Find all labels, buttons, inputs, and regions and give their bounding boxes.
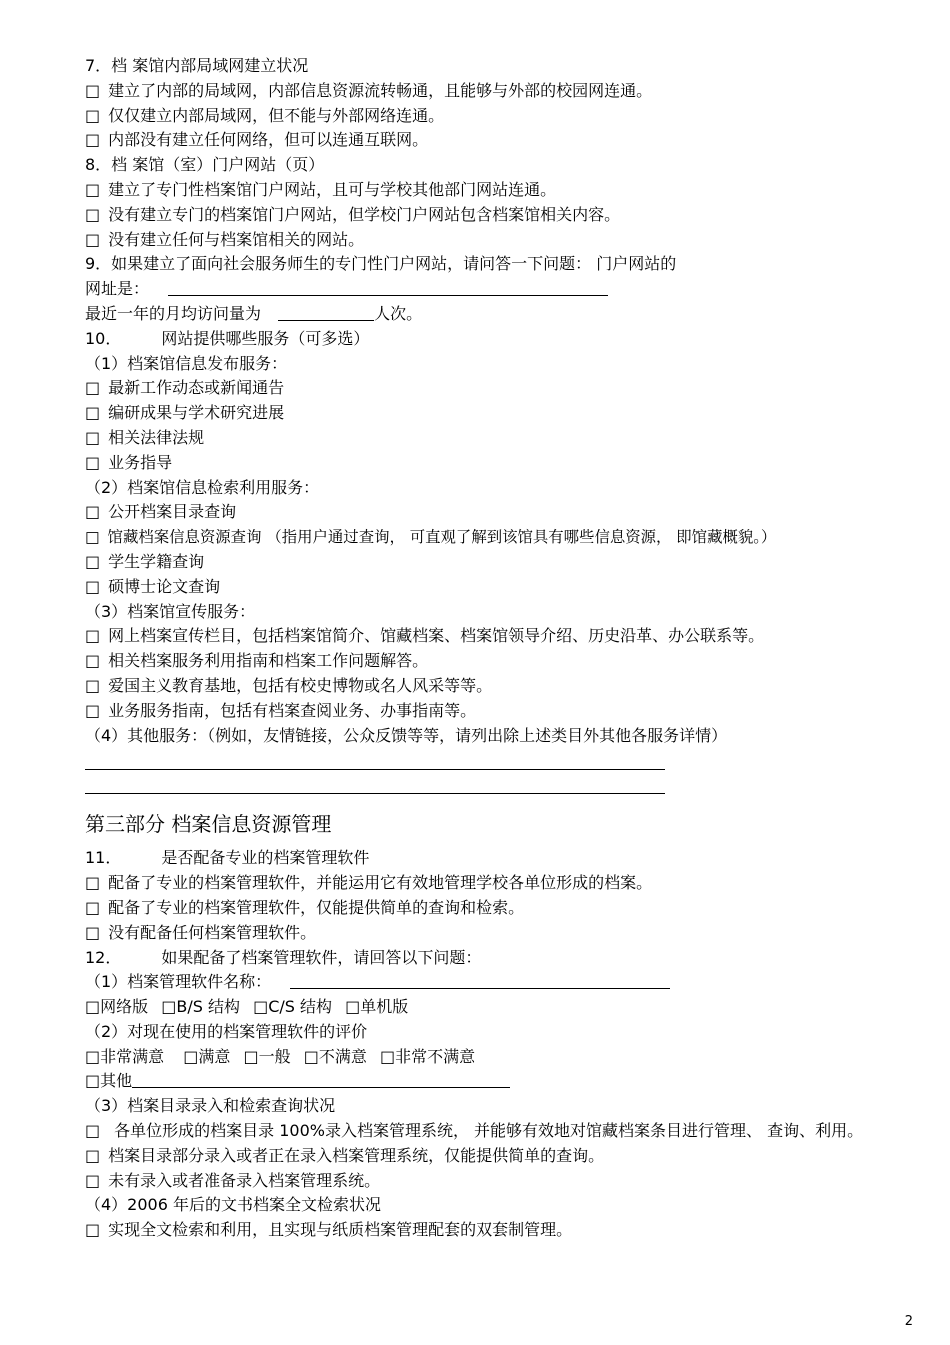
checkbox-icon[interactable]: □ bbox=[379, 1046, 396, 1066]
q9-title: 9．如果建立了面向社会服务师生的专门性门户网站，请问答一下问题： 门户网站的 bbox=[85, 254, 677, 274]
q7-option-2[interactable]: □ 仅仅建立内部局域网，但不能与外部网络连通。 bbox=[85, 104, 905, 129]
q11-title: 11． 是否配备专业的档案管理软件 bbox=[85, 848, 370, 868]
rating-option-3[interactable]: □一般 bbox=[243, 1046, 291, 1066]
q12-catalog-option-2[interactable]: □ 档案目录部分录入或者正在录入档案管理系统，仅能提供简单的查询。 bbox=[85, 1144, 905, 1169]
checkbox-icon[interactable]: □ bbox=[345, 997, 361, 1017]
q12-software-name-blank[interactable] bbox=[290, 972, 670, 989]
questionnaire-page bbox=[85, 54, 905, 1243]
rating-option-2[interactable]: □满意 bbox=[183, 1046, 231, 1066]
checkbox-icon[interactable]: □ bbox=[85, 80, 101, 100]
checkbox-icon[interactable]: □ bbox=[85, 897, 101, 917]
q11-option-3[interactable]: □ 没有配备任何档案管理软件。 bbox=[85, 921, 905, 946]
checkbox-icon[interactable]: □ bbox=[85, 452, 101, 472]
checkbox-icon[interactable]: □ bbox=[85, 427, 101, 447]
checkbox-icon[interactable]: □ bbox=[85, 997, 101, 1017]
q9-url-row: 网址是： bbox=[85, 277, 905, 302]
version-option-3[interactable]: □C/S 结构 bbox=[253, 997, 333, 1017]
checkbox-icon[interactable]: □ bbox=[253, 997, 269, 1017]
version-option-1[interactable]: □网络版 bbox=[85, 997, 149, 1017]
checkbox-icon[interactable]: □ bbox=[85, 700, 101, 720]
checkbox-icon[interactable]: □ bbox=[183, 1046, 199, 1066]
checkbox-icon[interactable]: □ bbox=[85, 1121, 101, 1141]
q8-option-1[interactable]: □ 建立了专门性档案馆门户网站，且可与学校其他部门网站连通。 bbox=[85, 178, 905, 203]
q9-visits-blank[interactable] bbox=[278, 304, 374, 321]
q10-other-blank-2[interactable] bbox=[85, 792, 665, 794]
checkbox-icon[interactable]: □ bbox=[85, 651, 101, 671]
q10-g2-option-4[interactable]: □ 硕博士论文查询 bbox=[85, 575, 905, 600]
rating-option-1[interactable]: □非常满意 bbox=[85, 1046, 165, 1066]
q10-other-heading: （4）其他服务：（例如，友情链接，公众反馈等等，请列出除上述类目外其他各服务详情） bbox=[85, 725, 728, 745]
q12-fulltext-heading: （4）2006 年后的文书档案全文检索状况 bbox=[85, 1195, 381, 1215]
q10-g2-option-3[interactable]: □ 学生学籍查询 bbox=[85, 550, 905, 575]
checkbox-icon[interactable]: □ bbox=[85, 179, 101, 199]
checkbox-icon[interactable]: □ bbox=[85, 1220, 101, 1240]
q12-catalog-heading: （3）档案目录录入和检索查询状况 bbox=[85, 1096, 336, 1116]
q10-g3-option-2[interactable]: □ 相关档案服务利用指南和档案工作问题解答。 bbox=[85, 649, 905, 674]
q12-other-blank[interactable] bbox=[132, 1071, 510, 1088]
checkbox-icon[interactable]: □ bbox=[85, 502, 101, 522]
q10-other-blank-1[interactable] bbox=[85, 768, 665, 770]
checkbox-icon[interactable]: □ bbox=[85, 105, 101, 125]
q9-url-blank[interactable] bbox=[168, 279, 608, 296]
q7-option-3[interactable]: □ 内部没有建立任何网络，但可以连通互联网。 bbox=[85, 128, 905, 153]
q12-software-name-row: （1）档案管理软件名称： bbox=[85, 970, 905, 995]
q7-title: 7．档 案馆内部局域网建立状况 bbox=[85, 56, 309, 75]
rating-option-5[interactable]: □非常不满意 bbox=[379, 1046, 476, 1066]
q8-option-3[interactable]: □ 没有建立任何与档案馆相关的网站。 bbox=[85, 228, 905, 253]
checkbox-icon[interactable]: □ bbox=[85, 204, 101, 224]
q10-group-1-heading: （1）档案馆信息发布服务： bbox=[85, 353, 288, 373]
q7-option-1[interactable]: □ 建立了内部的局域网，内部信息资源流转畅通，且能够与外部的校园网连通。 bbox=[85, 79, 905, 104]
q10-g3-option-3[interactable]: □ 爱国主义教育基地，包括有校史博物或名人风采等等。 bbox=[85, 674, 905, 699]
q12-rating-row bbox=[85, 1045, 905, 1070]
q12-evaluation-heading: （2）对现在使用的档案管理软件的评价 bbox=[85, 1021, 368, 1041]
page-number: 2 bbox=[904, 1314, 913, 1329]
checkbox-icon[interactable]: □ bbox=[85, 1046, 101, 1066]
q10-g3-option-4[interactable]: □ 业务服务指南，包括有档案查阅业务、办事指南等。 bbox=[85, 699, 905, 724]
q10-g1-option-3[interactable]: □ 相关法律法规 bbox=[85, 426, 905, 451]
checkbox-icon[interactable]: □ bbox=[85, 626, 101, 646]
checkbox-icon[interactable]: □ bbox=[85, 1145, 101, 1165]
version-option-4[interactable]: □单机版 bbox=[345, 997, 409, 1017]
q12-title: 12． 如果配备了档案管理软件，请回答以下问题： bbox=[85, 947, 482, 967]
checkbox-icon[interactable]: □ bbox=[85, 873, 101, 893]
q10-group-2-heading: （2）档案馆信息检索利用服务： bbox=[85, 477, 320, 497]
checkbox-icon[interactable]: □ bbox=[85, 675, 101, 695]
checkbox-icon[interactable]: □ bbox=[85, 576, 101, 596]
q11-option-1[interactable]: □ 配备了专业的档案管理软件，并能运用它有效地管理学校各单位形成的档案。 bbox=[85, 871, 905, 896]
checkbox-icon[interactable]: □ bbox=[85, 551, 101, 571]
q10-g1-option-4[interactable]: □ 业务指导 bbox=[85, 451, 905, 476]
q12-catalog-option-3[interactable]: □ 未有录入或者准备录入档案管理系统。 bbox=[85, 1169, 905, 1194]
rating-option-4[interactable]: □不满意 bbox=[303, 1046, 367, 1066]
q10-group-3-heading: （3）档案馆宣传服务： bbox=[85, 601, 256, 621]
checkbox-icon[interactable]: □ bbox=[85, 1170, 101, 1190]
checkbox-icon[interactable]: □ bbox=[85, 403, 101, 423]
q10-g2-option-2[interactable]: □ 馆藏档案信息资源查询 （指用户通过查询， 可直观了解到该馆具有哪些信息资源， 即馆藏概貌。） bbox=[85, 525, 905, 550]
q12-version-row bbox=[85, 995, 905, 1020]
checkbox-icon[interactable]: □ bbox=[243, 1046, 259, 1066]
q12-other-row: □其他 bbox=[85, 1069, 905, 1094]
checkbox-icon[interactable]: □ bbox=[85, 528, 100, 547]
q12-fulltext-option-1[interactable]: □ 实现全文检索和利用，且实现与纸质档案管理配套的双套制管理。 bbox=[85, 1218, 905, 1243]
q12-catalog-option-1[interactable]: □ 各单位形成的档案目录 100%录入档案管理系统， 并能够有效地对馆藏档案条目进行管理、 查询、利用。 bbox=[85, 1119, 885, 1144]
q11-option-2[interactable]: □ 配备了专业的档案管理软件，仅能提供简单的查询和检索。 bbox=[85, 896, 905, 921]
q10-g3-option-1[interactable]: □ 网上档案宣传栏目，包括档案馆简介、馆藏档案、档案馆领导介绍、历史沿革、办公联系等。 bbox=[85, 624, 905, 649]
checkbox-icon[interactable]: □ bbox=[161, 997, 177, 1017]
q8-option-2[interactable]: □ 没有建立专门的档案馆门户网站，但学校门户网站包含档案馆相关内容。 bbox=[85, 203, 905, 228]
q8-title: 8．档 案馆（室）门户网站（页） bbox=[85, 155, 325, 175]
q10-g2-option-1[interactable]: □ 公开档案目录查询 bbox=[85, 500, 905, 525]
checkbox-icon[interactable]: □ bbox=[85, 922, 101, 942]
q10-g1-option-2[interactable]: □ 编研成果与学术研究进展 bbox=[85, 401, 905, 426]
q9-visits-row: 最近一年的月均访问量为 人次。 bbox=[85, 303, 423, 323]
checkbox-icon[interactable]: □ bbox=[85, 229, 101, 249]
section-3-title: 第三部分 档案信息资源管理 bbox=[85, 812, 332, 837]
version-option-2[interactable]: □B/S 结构 bbox=[161, 997, 240, 1017]
checkbox-icon[interactable]: □ bbox=[303, 1046, 319, 1066]
q10-title: 10． 网站提供哪些服务（可多选） bbox=[85, 328, 370, 348]
checkbox-icon[interactable]: □ bbox=[85, 378, 101, 398]
checkbox-icon[interactable]: □ bbox=[85, 130, 101, 150]
checkbox-icon[interactable]: □ bbox=[85, 1071, 101, 1091]
q10-g1-option-1[interactable]: □ 最新工作动态或新闻通告 bbox=[85, 376, 905, 401]
